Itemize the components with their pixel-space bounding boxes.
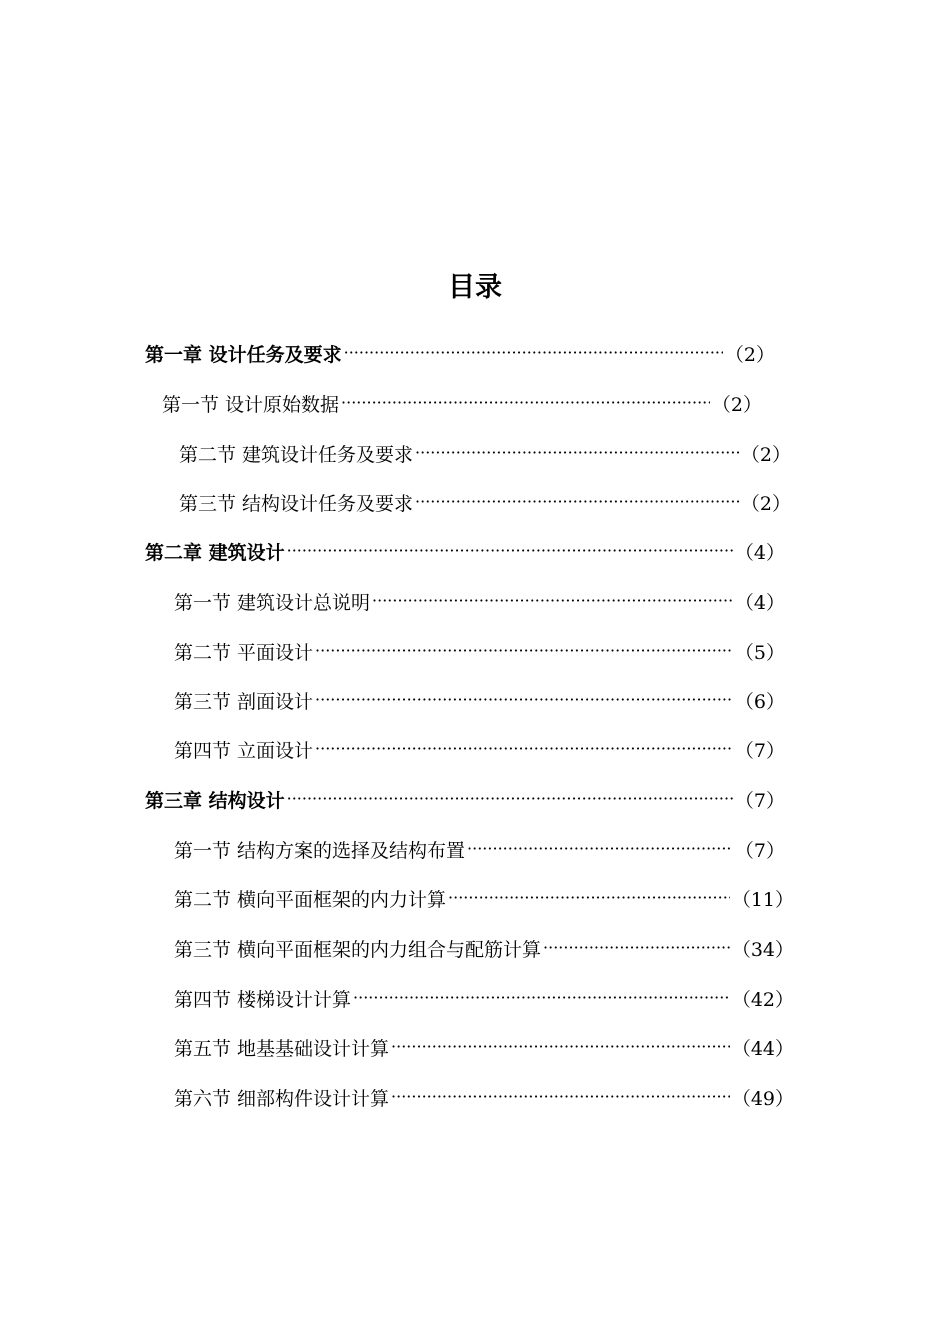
dot-leader bbox=[543, 933, 730, 963]
toc-entry-page: （5） bbox=[734, 641, 785, 664]
toc-entry[interactable] bbox=[174, 1032, 794, 1062]
toc-entry[interactable] bbox=[174, 834, 785, 864]
toc-entry-label: 第三节 剖面设计 bbox=[174, 690, 314, 713]
dot-leader bbox=[372, 586, 733, 616]
dot-leader bbox=[344, 338, 723, 368]
toc-entry[interactable] bbox=[162, 388, 762, 418]
toc-entry-label: 第三节 横向平面框架的内力组合与配筋计算 bbox=[174, 938, 542, 961]
toc-entry[interactable] bbox=[179, 438, 791, 468]
page-title: 目录 bbox=[448, 272, 502, 303]
toc-entry-label: 第二节 横向平面框架的内力计算 bbox=[174, 888, 447, 911]
toc-entry-page: （7） bbox=[734, 789, 785, 812]
toc-entry-label: 第一章 设计任务及要求 bbox=[145, 343, 342, 366]
toc-entry-page: （4） bbox=[734, 541, 785, 564]
toc-entry[interactable] bbox=[174, 636, 785, 666]
toc-entry-page: （7） bbox=[734, 739, 785, 762]
toc-entry[interactable] bbox=[145, 536, 785, 566]
toc-entry-page: （2） bbox=[740, 492, 791, 515]
toc-entry-page: （7） bbox=[734, 839, 785, 862]
dot-leader bbox=[391, 1032, 730, 1062]
toc-entry-label: 第五节 地基基础设计计算 bbox=[174, 1037, 390, 1060]
toc-entry-label: 第四节 立面设计 bbox=[174, 739, 314, 762]
dot-leader bbox=[391, 1082, 730, 1112]
toc-entry[interactable] bbox=[174, 734, 785, 764]
toc-entry-page: （4） bbox=[734, 591, 785, 614]
toc-entry-page: （6） bbox=[734, 690, 785, 713]
toc-entry-page: （34） bbox=[731, 938, 794, 961]
toc-entry-label: 第二节 平面设计 bbox=[174, 641, 314, 664]
toc-entry-label: 第六节 细部构件设计计算 bbox=[174, 1087, 390, 1110]
toc-entry[interactable] bbox=[179, 487, 791, 517]
toc-entry[interactable] bbox=[145, 338, 775, 368]
toc-entry[interactable] bbox=[174, 983, 794, 1013]
toc-entry-page: （2） bbox=[724, 343, 775, 366]
dot-leader bbox=[341, 388, 710, 418]
dot-leader bbox=[315, 734, 733, 764]
toc-entry-label: 第二章 建筑设计 bbox=[145, 541, 285, 564]
toc-entry[interactable] bbox=[174, 1082, 794, 1112]
toc-entry[interactable] bbox=[174, 586, 785, 616]
toc-entry-label: 第一节 设计原始数据 bbox=[162, 393, 340, 416]
toc-entry-page: （2） bbox=[740, 443, 791, 466]
toc-entry[interactable] bbox=[174, 933, 794, 963]
toc-entry-label: 第四节 楼梯设计计算 bbox=[174, 988, 352, 1011]
dot-leader bbox=[315, 685, 733, 715]
toc-entry[interactable] bbox=[174, 883, 794, 913]
dot-leader bbox=[467, 834, 733, 864]
dot-leader bbox=[415, 438, 739, 468]
toc-entry[interactable] bbox=[145, 784, 785, 814]
toc-entry-label: 第二节 建筑设计任务及要求 bbox=[179, 443, 414, 466]
dot-leader bbox=[448, 883, 730, 913]
toc-entry-page: （2） bbox=[711, 393, 762, 416]
toc-entry-page: （42） bbox=[731, 988, 794, 1011]
dot-leader bbox=[415, 487, 739, 517]
toc-entry[interactable] bbox=[174, 685, 785, 715]
dot-leader bbox=[287, 536, 733, 566]
toc-entry-label: 第一节 结构方案的选择及结构布置 bbox=[174, 839, 466, 862]
dot-leader bbox=[315, 636, 733, 666]
toc-entry-label: 第一节 建筑设计总说明 bbox=[174, 591, 371, 614]
toc-entry-label: 第三章 结构设计 bbox=[145, 789, 285, 812]
dot-leader bbox=[353, 983, 730, 1013]
toc-entry-label: 第三节 结构设计任务及要求 bbox=[179, 492, 414, 515]
toc-entry-page: （11） bbox=[731, 888, 794, 911]
dot-leader bbox=[287, 784, 733, 814]
toc-entry-page: （44） bbox=[731, 1037, 794, 1060]
toc-entry-page: （49） bbox=[731, 1087, 794, 1110]
